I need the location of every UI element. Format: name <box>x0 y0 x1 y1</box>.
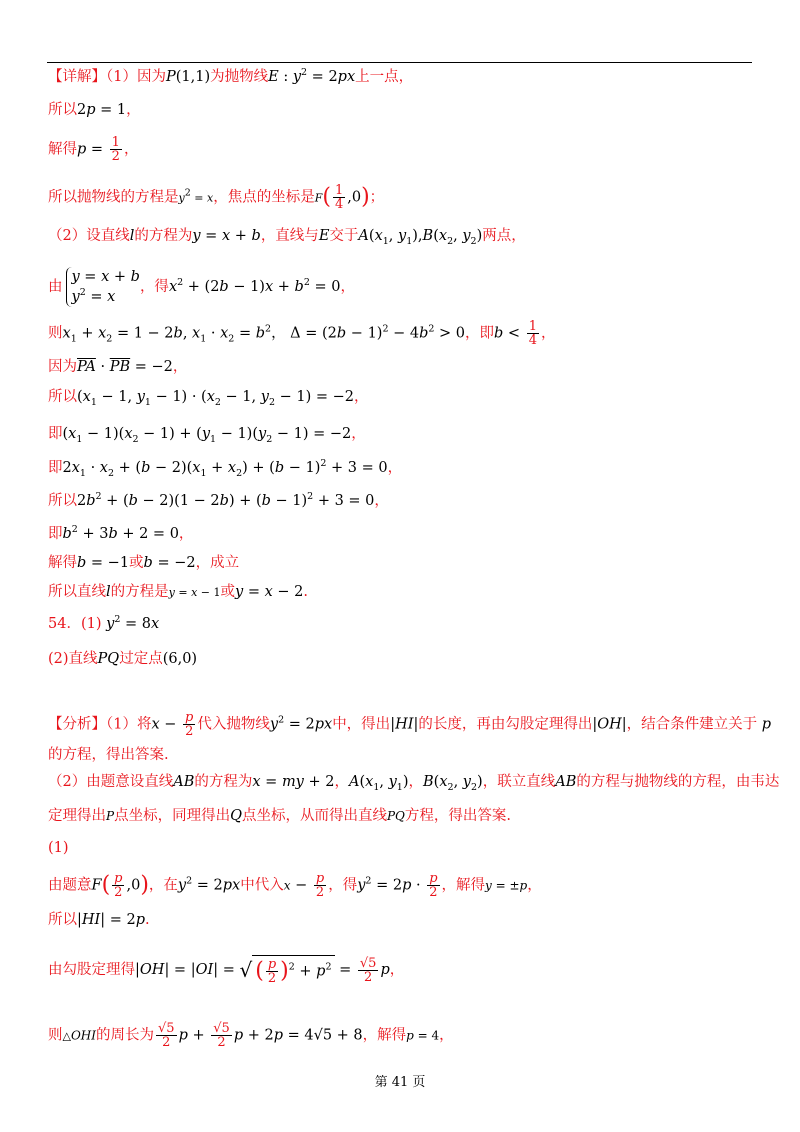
solution-line-9: 所以($x_1 - 1$, $y_1 - 1) \cdot (x_2 - 1$, $y_2 - 1) = -2$， <box>48 389 369 408</box>
section-tag-analysis: 【分析】 <box>48 716 106 733</box>
section-tag-detail: 【详解】 <box>48 69 106 85</box>
solution-line-2: 所以2p = 1， <box>48 102 141 118</box>
solution-line-12: 所以$2b^2 + (b - 2)(1 - 2b) + (b - 1)^2 + 3 = 0$， <box>48 491 389 509</box>
answer-54-part2: (2)直线PQ过定点(6,0) <box>48 651 198 667</box>
solution2-line-1: 由题意F( $\frac{p}{2}$ ,0)，在$y^2 = 2px$中代入x − $\frac{p}{2}$ ，得$y^2 = 2p$ · $\frac{p}{2}$ ，解得y = ±p， <box>48 871 542 900</box>
solution-line-4: 所以抛物线的方程是$y^2 = x$，焦点的坐标是F( $\frac{1}{4}$ ,0)； <box>48 183 385 212</box>
solution-line-6: 由 y = x + b $y^2 = x$ ，得$x^2 + (2b - 1)x + b^2 = 0$， <box>48 269 355 305</box>
solution2-line-4: 则△OHI的周长为 $\frac{√5}{2}$ p + $\frac{√5}{2}$ p + 2p = 4√5 + 8，解得p = 4， <box>48 1021 454 1050</box>
solution-line-1: 【详解】（1）因为P(1,1)为抛物线E : $y^2 = 2px$上一点， <box>48 67 414 85</box>
page-number: 第 41 页 <box>374 1075 426 1090</box>
solution-line-11: 即$2x_1 \cdot x_2 + (b - 2)(x_1 + x_2) + (b - 1)^2 + 3 = 0$， <box>48 458 403 479</box>
part-1-marker: (1) <box>48 840 69 856</box>
analysis-line-1: 【分析】（1）将x − $\frac{p}{2}$ 代入抛物线$y^2 = 2px$中，得出|HI|的长度，再由勾股定理得出|OH|，结合条件建立关于 p <box>48 710 772 739</box>
solution-line-13: 即$b^2 + 3b + 2 = 0$， <box>48 524 194 542</box>
solution-line-5: （2）设直线l的方程为y = x + b，直线与E交于$A(x_1$, $y_1),B(x_2$, $y_2$)两点， <box>48 228 526 247</box>
solution-line-10: 即$(x_1 - 1)(x_2 - 1) + (y_1 - 1)(y_2 - 1) = -2$， <box>48 426 366 445</box>
solution-line-14: 解得b = −1或b = −2，成立 <box>48 555 240 571</box>
solution-line-15: 所以直线l的方程是y = x − 1或y = x − 2. <box>48 584 308 600</box>
analysis-line-2: 的方程，得出答案. <box>48 747 169 763</box>
solution2-line-3: 由勾股定理得|OH| = |OI| = √ ( $\frac{p}{2}$ )$^2 + p^2$ = $\frac{√5}{2}$ p， <box>48 955 405 986</box>
solution-line-7: 则$x_1 + x_2 = 1 - 2b$, $x_1 \cdot x_2 = b^2$， $\Delta = (2b - 1)^2 - 4b^2 > 0$，即b < $\frac{1}{4}$ ， <box>48 319 556 348</box>
solution-line-8: 因为$\overline{PA} \cdot \overline{PB} = -2$， <box>48 359 188 375</box>
header-rule <box>47 62 752 63</box>
solution-line-3: 解得p = $\frac{1}{2}$ ， <box>48 135 139 164</box>
analysis-line-4: 定理得出P点坐标，同理得出Q点坐标，从而得出直线PQ方程，得出答案. <box>48 808 511 824</box>
answer-54-part1: 54．(1) $y^2 = 8x$ <box>48 614 160 632</box>
analysis-line-3: （2）由题意设直线AB的方程为x = my + 2，$A(x_1$, $y_1$)，$B(x_2$, $y_2$)，联立直线AB的方程与抛物线的方程，由韦达 <box>48 774 780 793</box>
solution2-line-2: 所以|HI| = 2p. <box>48 912 150 928</box>
